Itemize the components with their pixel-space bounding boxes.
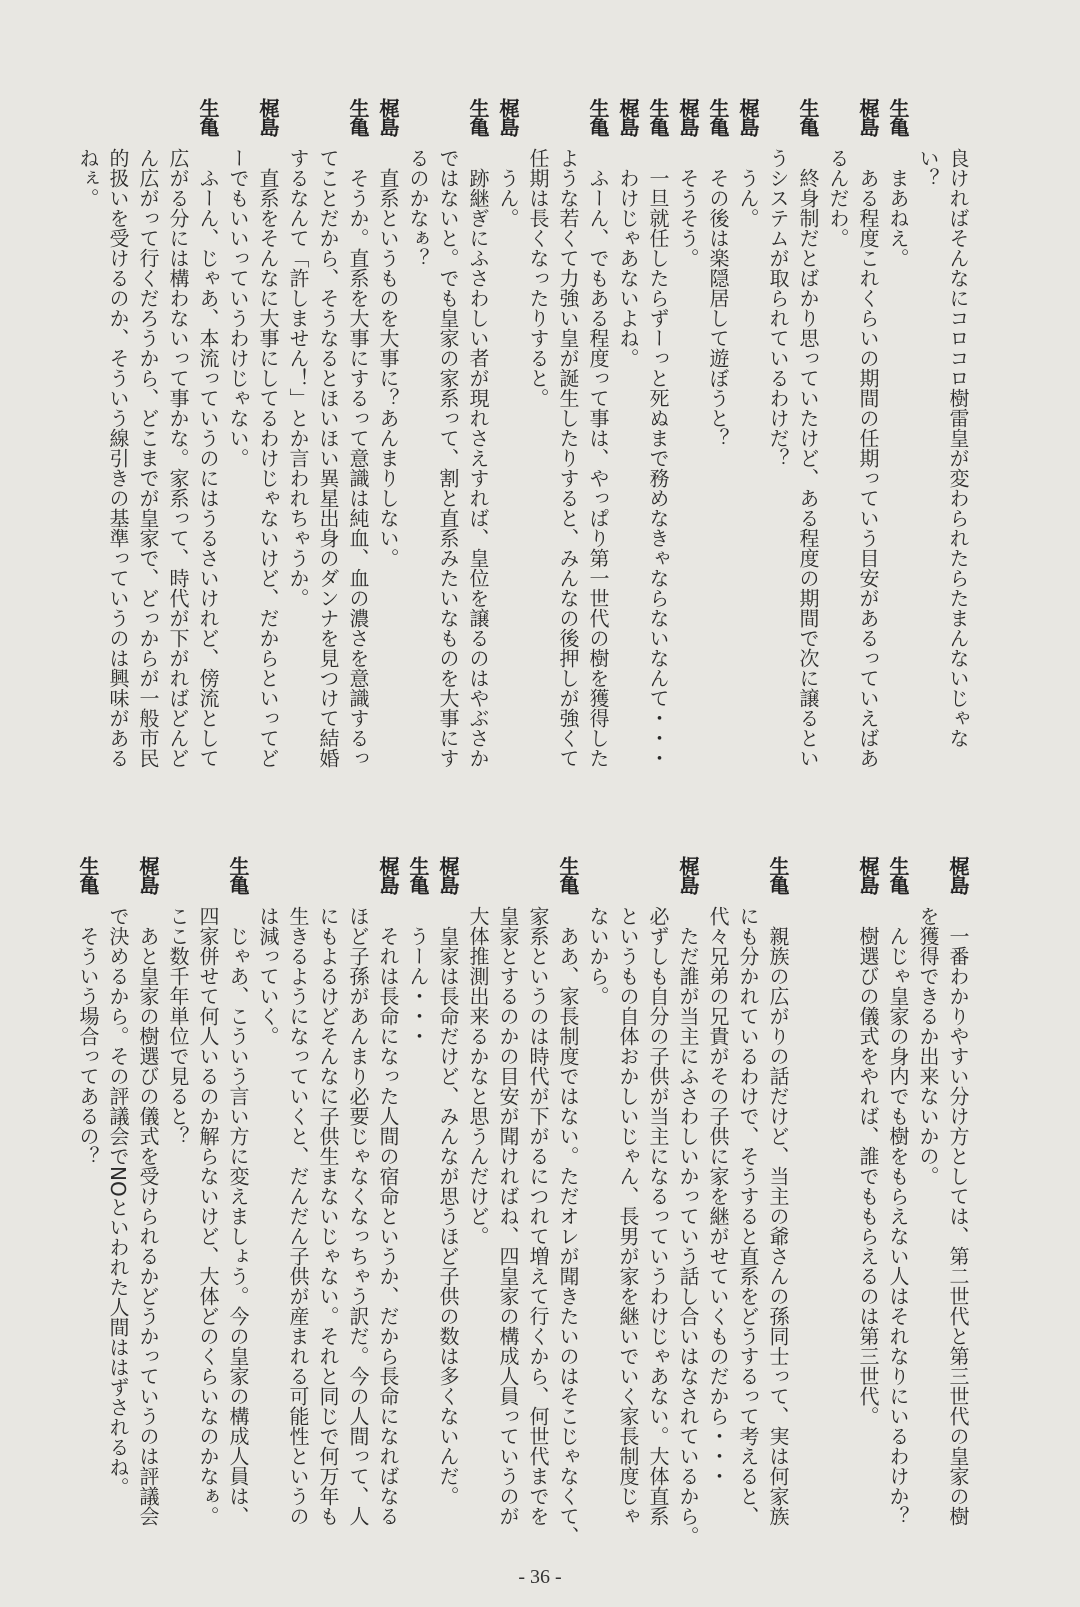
line-text: 親族の広がりの話だけど、当主の爺さんの孫同士って、実は何家族	[766, 926, 790, 1526]
line-text: ないから。	[586, 906, 610, 1006]
line-text: 的扱いを受けるのか、そういう線引きの基準っていうのは興味がある	[106, 148, 130, 768]
continuation-line	[913, 98, 943, 788]
continuation-line	[433, 98, 463, 788]
speaker-label: 梶島	[856, 856, 880, 894]
line-text: あと皇家の樹選びの儀式を受けられるかどうかっていうのは評議会	[136, 926, 160, 1526]
line-text: そうか。直系を大事にするって意識は純血、血の濃さを意識するっ	[346, 168, 370, 768]
continuation-line	[283, 856, 313, 1546]
dialogue-line	[673, 98, 703, 788]
line-text: わけじゃあないよね。	[616, 168, 640, 368]
line-text: うーん・・・	[406, 926, 430, 1046]
dialogue-line	[373, 98, 403, 788]
line-text: 代々兄弟の兄貴がその子供に家を継がせていくものだから・・・	[706, 906, 730, 1486]
continuation-line	[193, 856, 223, 1546]
line-text: そうそう。	[676, 168, 700, 268]
line-text: ああ、家長制度ではない。ただオレが聞きたいのはそこじゃなくて、	[556, 926, 580, 1546]
speaker-label: 生亀	[886, 856, 910, 894]
speaker-label: 梶島	[436, 856, 460, 894]
line-text: 一番わかりやすい分け方としては、第二世代と第三世代の皇家の樹	[946, 926, 970, 1526]
line-text: ふーん、でもある程度って事は、やっぱり第一世代の樹を獲得した	[586, 168, 610, 768]
dialogue-line	[403, 856, 433, 1546]
speaker-label: 梶島	[676, 856, 700, 894]
line-text: にも分かれているわけで、そうすると直系をどうするって考えると、	[736, 906, 760, 1526]
speaker-label: 生亀	[226, 856, 250, 894]
speaker-label: 生亀	[766, 856, 790, 894]
continuation-line	[763, 98, 793, 788]
speaker-label: 生亀	[796, 98, 820, 136]
continuation-line	[583, 856, 613, 1546]
line-text: 家系というのは時代が下がるにつれて増えて行くから、何世代までを	[526, 906, 550, 1526]
line-text: んじゃ皇家の身内でも樹をもらえない人はそれなりにいるわけか？	[886, 926, 910, 1526]
line-text: 広がる分には構わないって事かな。家系って、時代が下がればどんど	[166, 148, 190, 768]
line-text: は減っていく。	[256, 906, 280, 1046]
continuation-line	[313, 98, 343, 788]
speaker-label: 生亀	[586, 98, 610, 136]
continuation-line	[343, 856, 373, 1546]
continuation-line	[913, 856, 943, 1546]
line-text: 皇家とするのかの目安が聞ければね、四皇家の構成人員っていうのが	[496, 906, 520, 1526]
continuation-line	[613, 856, 643, 1546]
line-text: ーでもいいっていうわけじゃない。	[226, 148, 250, 468]
dialogue-line	[553, 856, 583, 1546]
line-text: それは長命になった人間の宿命というか、だから長命になればなる	[376, 926, 400, 1526]
continuation-line	[133, 98, 163, 788]
line-text: するなんて「許しません！」とか言われちゃうか。	[286, 148, 310, 608]
line-text: 終身制だとばかり思っていたけど、ある程度の期間で次に譲るとい	[796, 168, 820, 768]
dialogue-line	[883, 856, 913, 1546]
line-text: 四家併せて何人いるのか解らないけど、大体どのくらいなのかなぁ。	[196, 906, 220, 1526]
continuation-line	[253, 856, 283, 1546]
dialogue-line	[853, 856, 883, 1546]
speaker-label: 梶島	[136, 856, 160, 894]
continuation-line	[943, 98, 973, 788]
line-text: にもよるけどそんなに子供生まないじゃない。それと同じで何万年も	[316, 906, 340, 1526]
page-number: - 36 -	[518, 1566, 562, 1588]
speaker-label: 梶島	[946, 856, 970, 894]
dialogue-line	[613, 98, 643, 788]
dialogue-line	[703, 98, 733, 788]
line-text: 樹選びの儀式をやれば、誰でももらえるのは第三世代。	[856, 926, 880, 1426]
line-text: で決めるから。その評議会でNOといわれた人間ははずされるね。	[106, 906, 130, 1497]
dialogue-line	[943, 856, 973, 1546]
continuation-line	[283, 98, 313, 788]
line-text: 任期は長くなったりすると。	[526, 148, 550, 408]
continuation-line	[403, 98, 433, 788]
dialogue-line	[853, 98, 883, 788]
continuation-line	[103, 98, 133, 788]
line-text: ただ誰が当主にふさわしいかっていう話し合いはなされているから。	[676, 926, 700, 1546]
continuation-line	[463, 856, 493, 1546]
line-text: まあねえ。	[886, 168, 910, 268]
line-text: 大体推測出来るかなと思うんだけど。	[466, 906, 490, 1246]
speaker-label: 生亀	[466, 98, 490, 136]
line-text: 直系というものを大事に？あんまりしない。	[376, 168, 400, 568]
line-text: というもの自体おかしいじゃん、長男が家を継いでいく家長制度じゃ	[616, 906, 640, 1526]
continuation-line	[103, 856, 133, 1546]
line-text: ん広がって行くだろうから、どこまでが皇家で、どっからが一般市民	[136, 148, 160, 768]
speaker-label: 梶島	[736, 98, 760, 136]
continuation-line	[223, 98, 253, 788]
speaker-label: 生亀	[346, 98, 370, 136]
line-text: 跡継ぎにふさわしい者が現れさえすれば、皇位を譲るのはやぶさか	[466, 168, 490, 768]
dialogue-line	[733, 98, 763, 788]
speaker-label: 梶島	[256, 98, 280, 136]
speaker-label: 梶島	[376, 856, 400, 894]
line-text: ほど子孫があんまり必要じゃなくなっちゃう訳だ。今の人間って、人	[346, 906, 370, 1526]
blank-column	[793, 856, 823, 1546]
speaker-label: 生亀	[646, 98, 670, 136]
line-text: 良ければそんなにコロコロ樹雷皇が変わられたらたまんないじゃな	[946, 148, 970, 748]
line-text: 必ずしも自分の子供が当主になるっていうわけじゃあない。大体直系	[646, 906, 670, 1526]
line-text: ではないと。でも皇家の家系って、割と直系みたいなものを大事にす	[436, 148, 460, 768]
speaker-label: 生亀	[886, 98, 910, 136]
speaker-label: 生亀	[706, 98, 730, 136]
line-text: ような若くて力強い皇が誕生したりすると、みんなの後押しが強くて	[556, 148, 580, 768]
continuation-line	[643, 856, 673, 1546]
continuation-line	[553, 98, 583, 788]
blank-column	[823, 856, 853, 1546]
continuation-line	[493, 856, 523, 1546]
dialogue-line	[223, 856, 253, 1546]
dialogue-block-lower	[73, 856, 973, 1546]
line-text: てことだから、そうなるとほいほい異星出身のダンナを見つけて結婚	[316, 148, 340, 768]
line-text: じゃあ、こういう言い方に変えましょう。今の皇家の構成人員は、	[226, 926, 250, 1526]
speaker-label: 生亀	[556, 856, 580, 894]
continuation-line	[523, 98, 553, 788]
dialogue-line	[133, 856, 163, 1546]
line-text: ここ数千年単位で見ると？	[166, 906, 190, 1146]
speaker-label: 生亀	[406, 856, 430, 894]
speaker-label: 梶島	[496, 98, 520, 136]
speaker-label: 生亀	[196, 98, 220, 136]
line-text: そういう場合ってあるの？	[76, 926, 100, 1166]
dialogue-line	[193, 98, 223, 788]
line-text: 一旦就任したらずーっと死ぬまで務めなきゃならないなんて・・・	[646, 168, 670, 768]
dialogue-block-upper	[73, 98, 973, 788]
continuation-line	[733, 856, 763, 1546]
dialogue-line	[463, 98, 493, 788]
line-text: 皇家は長命だけど、みんなが思うほど子供の数は多くないんだ。	[436, 926, 460, 1506]
line-text: うシステムが取られているわけだ？	[766, 148, 790, 468]
speaker-label: 梶島	[676, 98, 700, 136]
dialogue-line	[793, 98, 823, 788]
continuation-line	[163, 856, 193, 1546]
line-text: るんだわ。	[826, 148, 850, 248]
line-text: 生きるようになっていくと、だんだん子供が産まれる可能性というの	[286, 906, 310, 1526]
dialogue-line	[763, 856, 793, 1546]
dialogue-line	[583, 98, 613, 788]
dialogue-line	[253, 98, 283, 788]
line-text: を獲得できるか出来ないかの。	[916, 906, 940, 1186]
continuation-line	[313, 856, 343, 1546]
continuation-line	[73, 98, 103, 788]
dialogue-line	[673, 856, 703, 1546]
dialogue-line	[493, 98, 523, 788]
dialogue-line	[883, 98, 913, 788]
speaker-label: 生亀	[76, 856, 100, 894]
line-text: ある程度これくらいの期間の任期っていう目安があるっていえばあ	[856, 168, 880, 768]
line-text: ふーん、じゃあ、本流っていうのにはうるさいけれど、傍流として	[196, 168, 220, 768]
speaker-label: 梶島	[856, 98, 880, 136]
line-text: うん。	[736, 168, 760, 228]
continuation-line	[823, 98, 853, 788]
continuation-line	[703, 856, 733, 1546]
line-text: 直系をそんなに大事にしてるわけじゃないけど、だからといってど	[256, 168, 280, 768]
speaker-label: 梶島	[376, 98, 400, 136]
dialogue-line	[373, 856, 403, 1546]
line-text: るのかなぁ？	[406, 148, 430, 268]
line-text: その後は楽隠居して遊ぼうと？	[706, 168, 730, 448]
dialogue-line	[343, 98, 373, 788]
speaker-label: 梶島	[616, 98, 640, 136]
line-text: い？	[916, 148, 940, 188]
continuation-line	[163, 98, 193, 788]
line-text: うん。	[496, 168, 520, 228]
line-text: ねぇ。	[76, 148, 100, 208]
dialogue-line	[433, 856, 463, 1546]
continuation-line	[523, 856, 553, 1546]
dialogue-line	[643, 98, 673, 788]
dialogue-line	[73, 856, 103, 1546]
